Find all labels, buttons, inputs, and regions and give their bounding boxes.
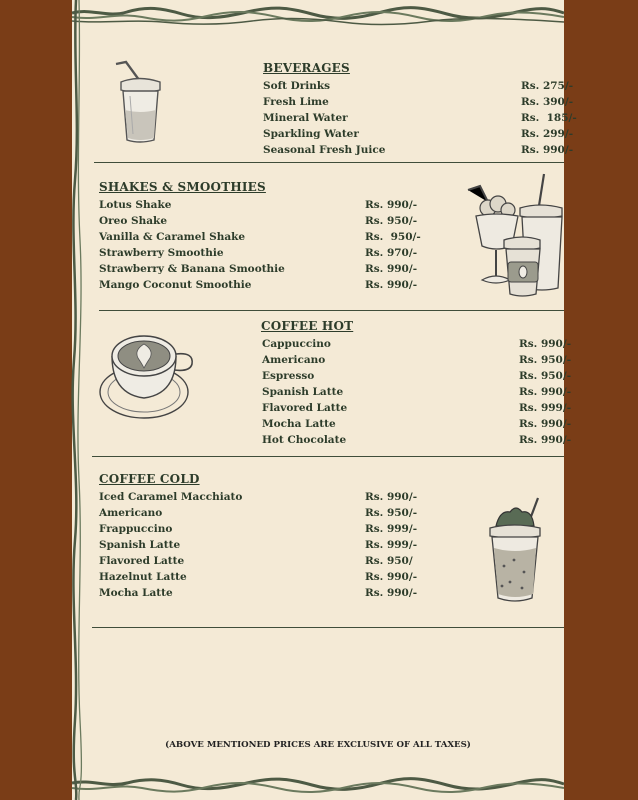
menu-item-name: Americano xyxy=(99,507,163,519)
menu-item-price: Rs. 990/- xyxy=(365,571,418,583)
menu-item-name: Americano xyxy=(262,354,326,366)
menu-item-price: Rs. 990/- xyxy=(519,386,572,398)
menu-item-name: Mango Coconut Smoothie xyxy=(99,279,252,291)
menu-item-name: Mocha Latte xyxy=(262,418,336,430)
menu-item-price: Rs. 950/ xyxy=(365,555,413,567)
menu-item-price: Rs. 950/- xyxy=(365,507,418,519)
section-divider xyxy=(94,162,564,163)
menu-item-price: Rs. 299/- xyxy=(521,128,574,140)
menu-item-name: Flavored Latte xyxy=(99,555,185,567)
menu-item-price: Rs. 999/- xyxy=(365,523,418,535)
menu-item-name: Seasonal Fresh Juice xyxy=(263,144,386,156)
menu-item-price: Rs. 990/- xyxy=(365,263,418,275)
menu-item-name: Flavored Latte xyxy=(262,402,348,414)
menu-item-price: Rs. 999/- xyxy=(365,539,418,551)
menu-item-price: Rs. 275/- xyxy=(521,80,574,92)
hot-coffee-cup-icon xyxy=(98,332,196,422)
menu-item-price: Rs. 950/- xyxy=(365,231,421,243)
menu-item-price: Rs. 990/- xyxy=(519,434,572,446)
milkshakes-icon xyxy=(468,172,564,300)
menu-item-price: Rs. 950/- xyxy=(519,370,572,382)
menu-item-price: Rs. 999/- xyxy=(519,402,572,414)
menu-item-name: Spanish Latte xyxy=(262,386,344,398)
section-divider xyxy=(92,456,564,457)
vine-border-bottom xyxy=(72,776,564,798)
coffee-hot-title: COFFEE HOT xyxy=(261,319,354,333)
menu-item-price: Rs. 185/- xyxy=(521,112,577,124)
menu-item-name: Strawberry Smoothie xyxy=(99,247,224,259)
menu-item-name: Frappuccino xyxy=(99,523,173,535)
menu-item-price: Rs. 990/- xyxy=(365,199,418,211)
beverages-title: BEVERAGES xyxy=(263,61,350,75)
coffee-cold-title: COFFEE COLD xyxy=(99,472,200,486)
menu-item-price: Rs. 990/- xyxy=(519,418,572,430)
menu-page xyxy=(72,0,577,800)
menu-item-name: Cappuccino xyxy=(262,338,331,350)
menu-item-name: Mocha Latte xyxy=(99,587,173,599)
menu-item-name: Hazelnut Latte xyxy=(99,571,187,583)
menu-item-price: Rs. 950/- xyxy=(365,215,418,227)
menu-item-price: Rs. 390/- xyxy=(521,96,574,108)
menu-item-name: Soft Drinks xyxy=(263,80,331,92)
menu-item-price: Rs. 990/- xyxy=(521,144,574,156)
iced-frappe-icon xyxy=(482,496,546,606)
menu-item-price: Rs. 990/- xyxy=(365,279,418,291)
tax-footnote: (ABOVE MENTIONED PRICES ARE EXCLUSIVE OF ALL TAXES) xyxy=(165,740,471,750)
menu-item-price: Rs. 950/- xyxy=(519,354,572,366)
vine-border-top xyxy=(72,4,564,26)
menu-item-name: Sparkling Water xyxy=(263,128,359,140)
menu-item-name: Spanish Latte xyxy=(99,539,181,551)
menu-item-name: Mineral Water xyxy=(263,112,348,124)
section-divider xyxy=(92,627,564,628)
menu-item-name: Fresh Lime xyxy=(263,96,329,108)
menu-item-name: Iced Caramel Macchiato xyxy=(99,491,243,503)
menu-item-price: Rs. 990/- xyxy=(365,587,418,599)
menu-item-price: Rs. 990/- xyxy=(519,338,572,350)
menu-item-name: Hot Chocolate xyxy=(262,434,347,446)
section-divider xyxy=(99,310,564,311)
shakes-smoothies-title: SHAKES & SMOOTHIES xyxy=(99,180,266,194)
menu-item-price: Rs. 990/- xyxy=(365,491,418,503)
menu-item-price: Rs. 970/- xyxy=(365,247,418,259)
menu-item-name: Oreo Shake xyxy=(99,215,167,227)
menu-item-name: Lotus Shake xyxy=(99,199,172,211)
menu-item-name: Espresso xyxy=(262,370,315,382)
vine-border-left xyxy=(72,0,82,800)
cup-with-straw-icon xyxy=(112,62,172,146)
menu-item-name: Strawberry & Banana Smoothie xyxy=(99,263,285,275)
menu-item-name: Vanilla & Caramel Shake xyxy=(99,231,246,243)
